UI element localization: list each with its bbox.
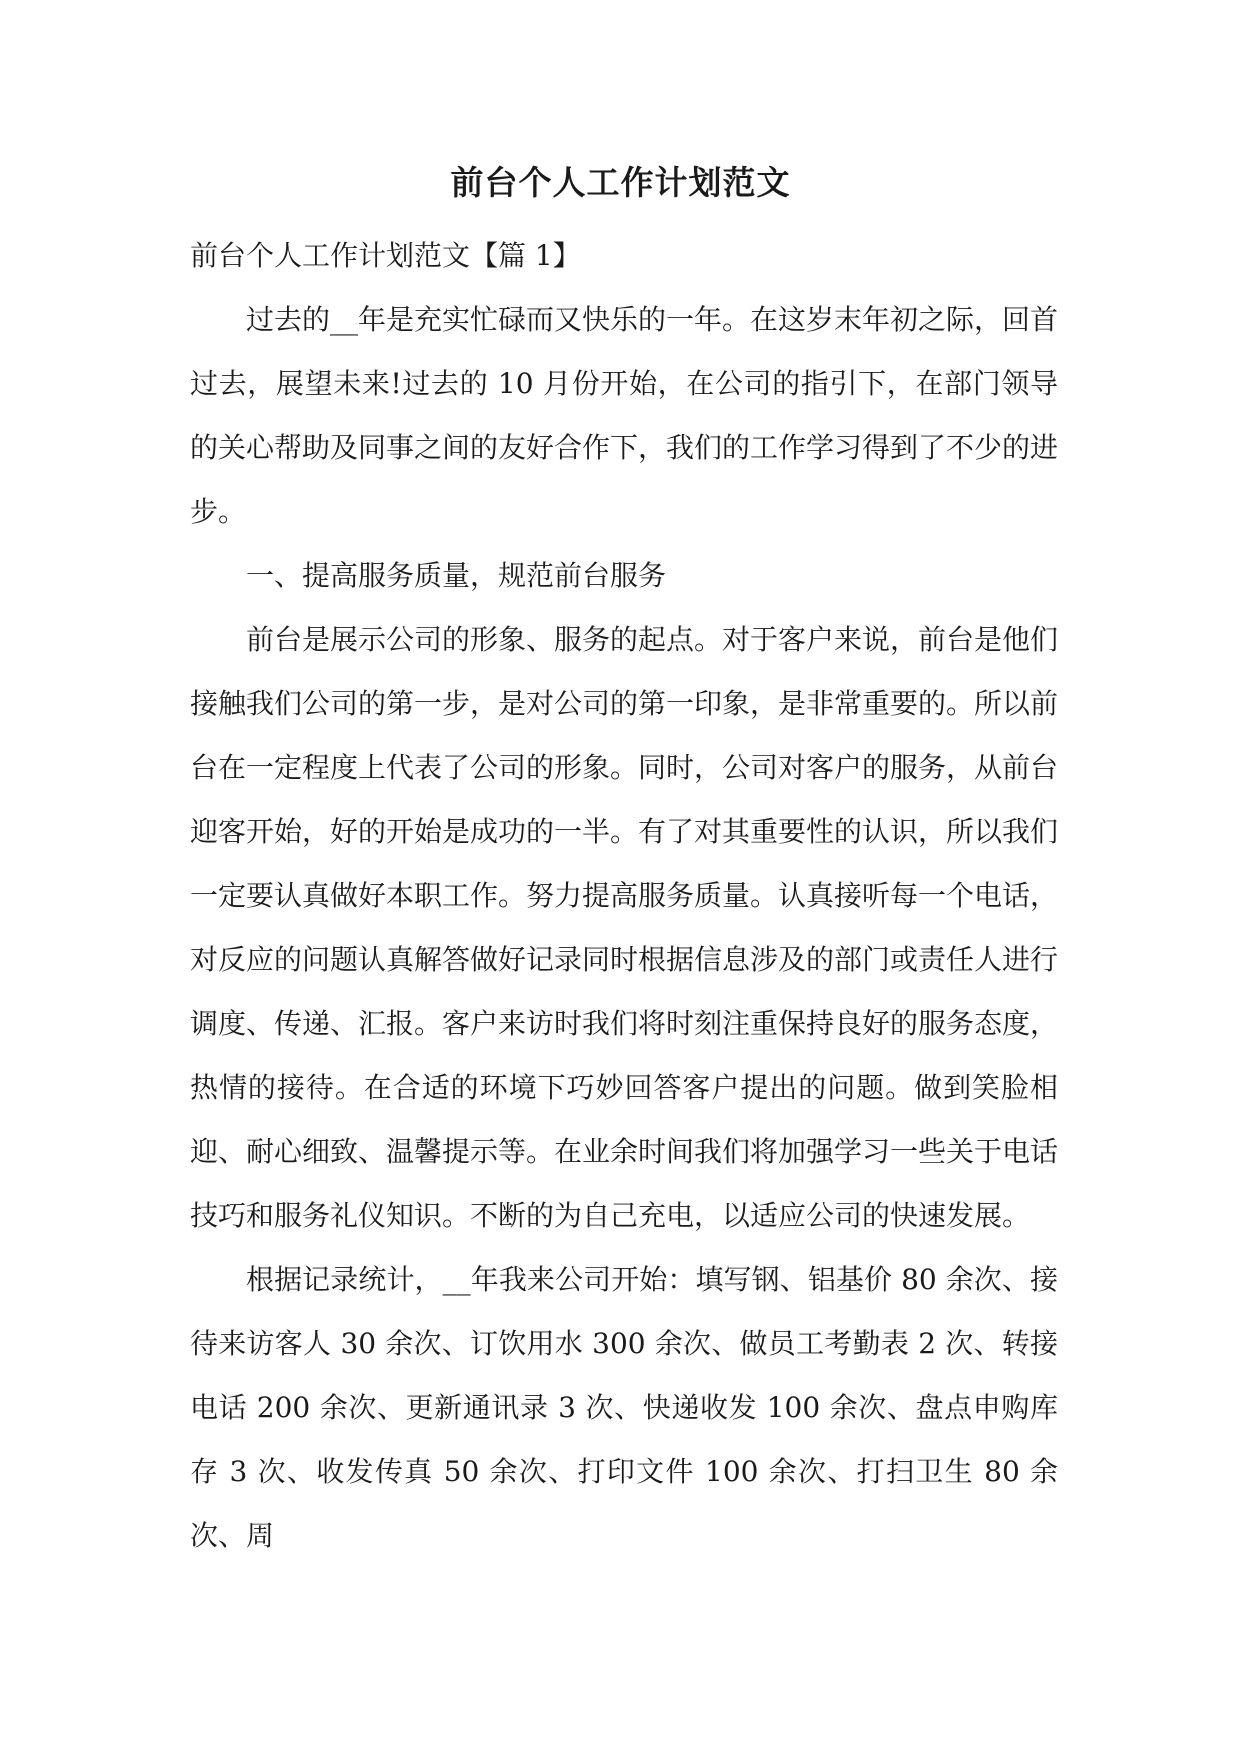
paragraph-intro: 过去的__年是充实忙碌而又快乐的一年。在这岁末年初之际，回首过去，展望未来!过去的 10 月份开始，在公司的指引下，在部门领导的关心帮助及同事之间的友好合作下，我们的工作学习得到了不少的进步。 <box>190 303 1059 528</box>
document-title: 前台个人工作计划范文 <box>450 163 791 202</box>
paragraph-statistics: 根据记录统计，__年我来公司开始：填写钢、铝基价 80 余次、接待来访客人 30 余次、订饮用水 300 余次、做员工考勤表 2 次、转接电话 200 余次、更新通讯录 3 次、快递收发 100 余次、盘点申购库存 3 次、收发传真 50 余次、打印文件 100 余次、打扫卫生 80 余次、周 <box>190 1263 1058 1552</box>
section-heading-1: 一、提高服务质量，规范前台服务 <box>246 559 667 592</box>
document-subtitle: 前台个人工作计划范文【篇 1】 <box>190 239 581 272</box>
document-body <box>190 224 1058 1568</box>
paragraph-front-desk: 前台是展示公司的形象、服务的起点。对于客户来说，前台是他们接触我们公司的第一步，是对公司的第一印象，是非常重要的。所以前台在一定程度上代表了公司的形象。同时，公司对客户的服务，从前台迎客开始，好的开始是成功的一半。有了对其重要性的认识，所以我们一定要认真做好本职工作。努力提高服务质量。认真接听每一个电话，对反应的问题认真解答做好记录同时根据信息涉及的部门或责任人进行调度、传递、汇报。客户来访时我们将时刻注重保持良好的服务态度，热情的接待。在合适的环境下巧妙回答客户提出的问题。做到笑脸相迎、耐心细致、温馨提示等。在业余时间我们将加强学习一些关于电话技巧和服务礼仪知识。不断的为自己充电，以适应公司的快速发展。 <box>190 623 1059 1232</box>
